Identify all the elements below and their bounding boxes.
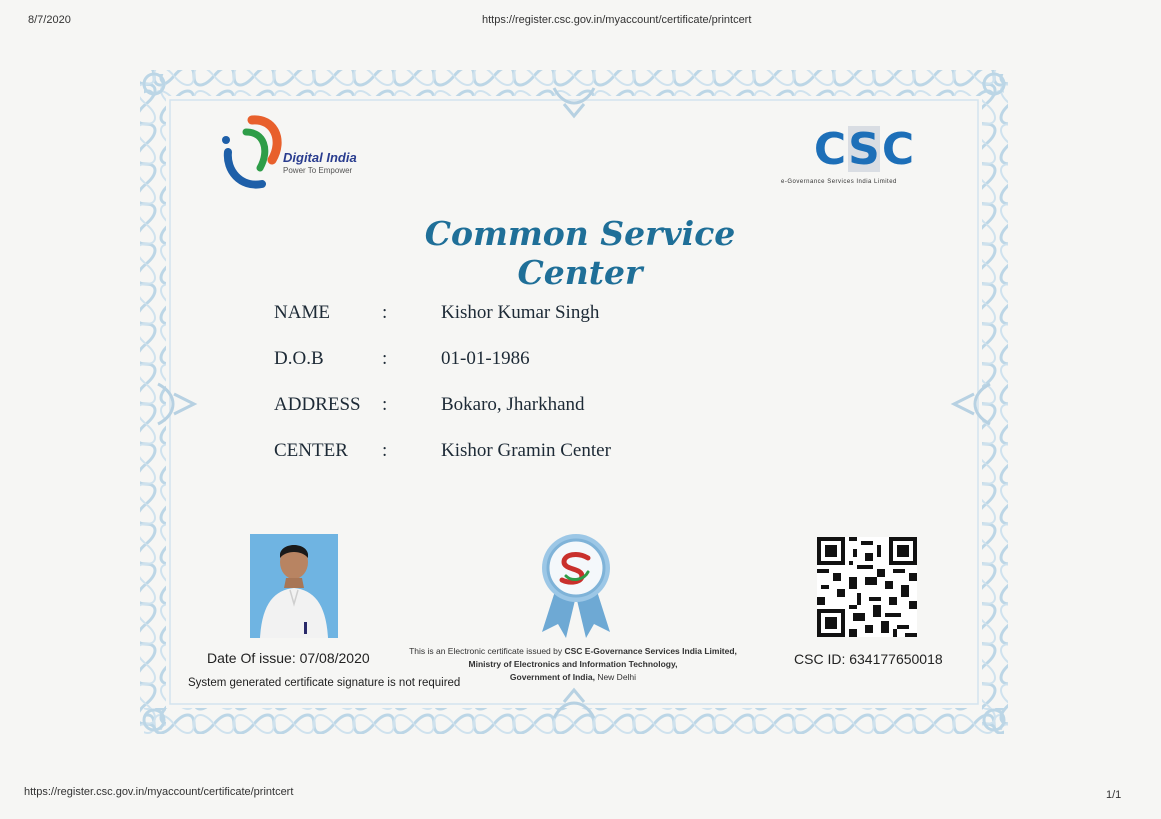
print-url-header: https://register.csc.gov.in/myaccount/certificate/printcert — [482, 14, 752, 26]
field-value-center: Kishor Gramin Center — [441, 440, 611, 461]
issuer-city: New Delhi — [597, 672, 637, 682]
csc-logo-letter: C — [881, 123, 915, 175]
certificate-title: Common Service Center — [424, 214, 736, 292]
field-value-address: Bokaro, Jharkhand — [441, 394, 585, 415]
issuer-ministry: Ministry of Electronics and Information Technology, — [468, 659, 678, 669]
holder-photo — [250, 534, 338, 638]
field-value-name: Kishor Kumar Singh — [441, 302, 600, 323]
field-separator: : — [382, 302, 388, 323]
csc-logo-letter: S — [848, 123, 880, 175]
field-label-address: ADDRESS — [274, 394, 361, 415]
print-date: 8/7/2020 — [28, 14, 71, 26]
qr-code — [817, 537, 917, 637]
csc-tagline: e-Governance Services India Limited — [781, 179, 897, 185]
issuer-name: CSC E-Governance Services India Limited, — [564, 646, 737, 656]
page-number: 1/1 — [1106, 789, 1122, 801]
issuer-note — [392, 645, 754, 684]
field-value-dob: 01-01-1986 — [441, 348, 530, 369]
ribbon-seal-icon — [536, 532, 616, 640]
field-label-name: NAME — [274, 302, 330, 323]
field-separator: : — [382, 440, 388, 461]
csc-logo — [813, 123, 915, 175]
field-label-dob: D.O.B — [274, 348, 324, 369]
field-separator: : — [382, 348, 388, 369]
digital-india-tagline: Power To Empower — [283, 166, 353, 175]
date-of-issue: Date Of issue: 07/08/2020 — [207, 650, 370, 666]
print-url-footer: https://register.csc.gov.in/myaccount/certificate/printcert — [24, 786, 294, 798]
csc-logo-letter: C — [813, 123, 847, 175]
field-separator: : — [382, 394, 388, 415]
signature-note: System generated certificate signature is not required — [188, 677, 461, 689]
issuer-note-prefix: This is an Electronic certificate issued by — [409, 646, 563, 656]
csc-id: CSC ID: 634177650018 — [794, 651, 943, 667]
issuer-government: Government of India, — [509, 672, 595, 682]
person-silhouette-icon — [250, 534, 338, 638]
digital-india-title: Digital India — [283, 150, 357, 165]
field-label-center: CENTER — [274, 440, 348, 461]
